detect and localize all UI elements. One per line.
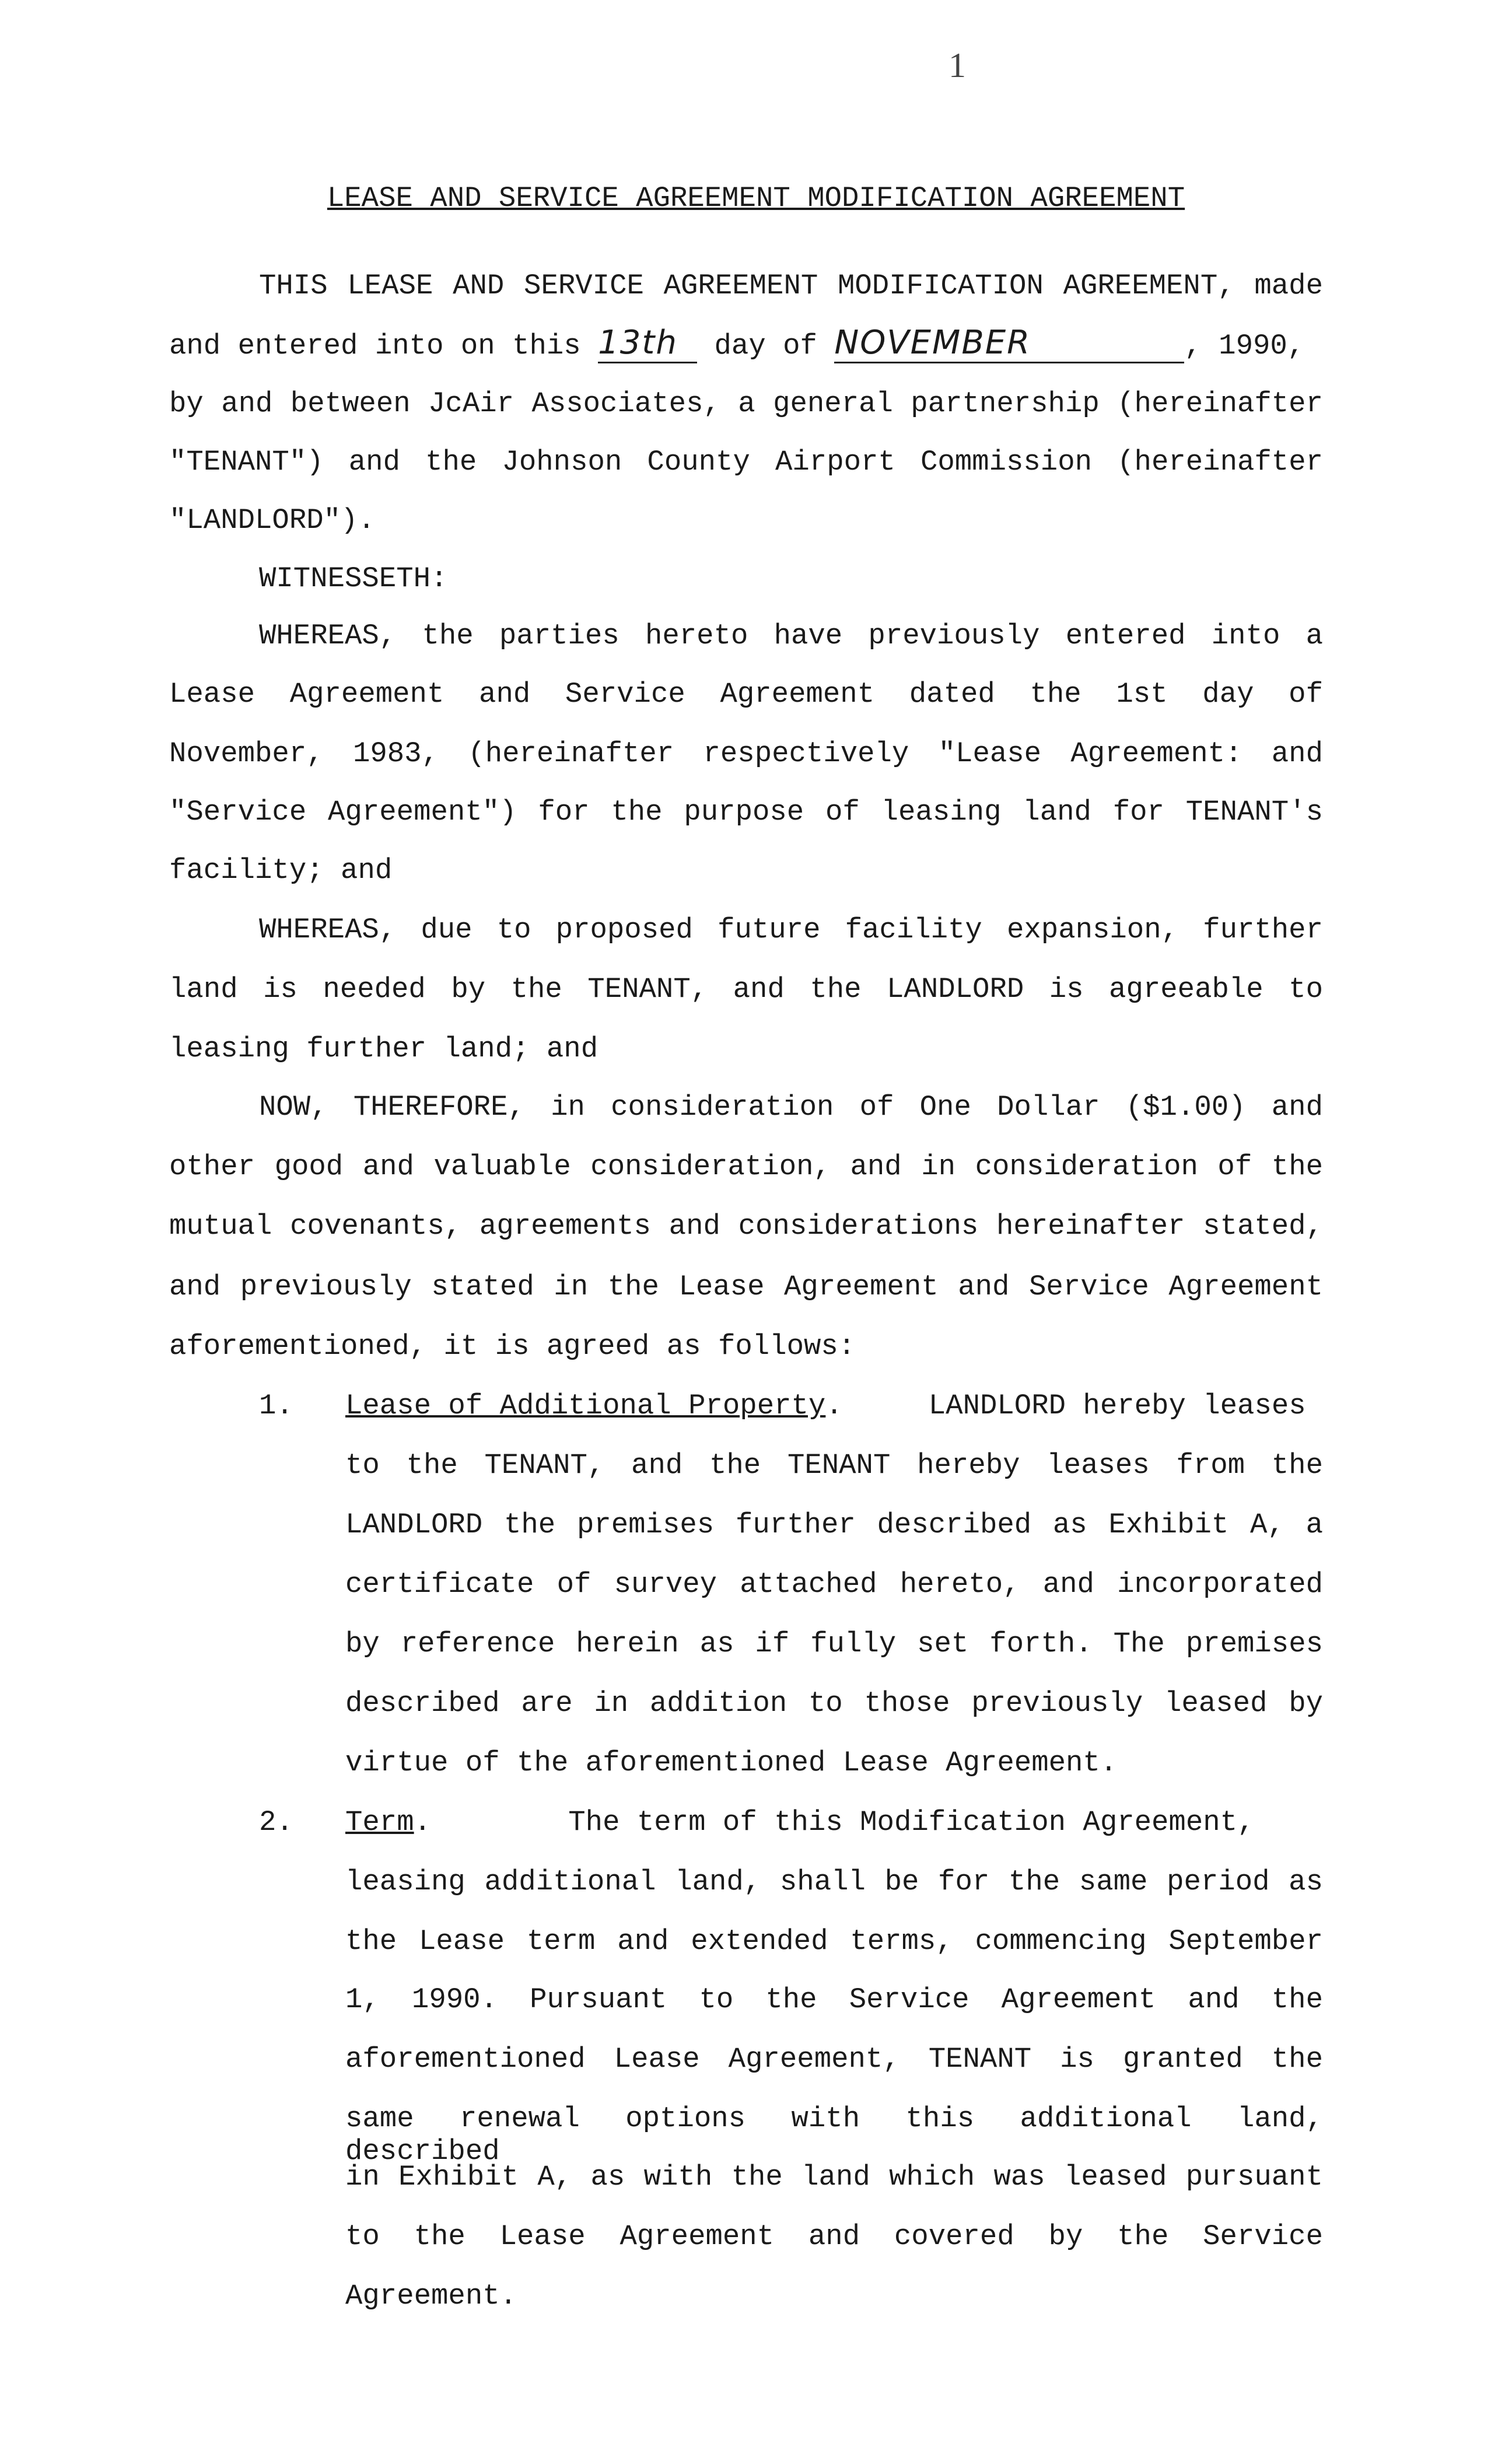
whereas1-line-5: facility; and — [169, 854, 393, 887]
intro-line-5: "LANDLORD"). — [169, 504, 375, 537]
whereas1-line-1: WHEREAS, the parties hereto have previously entered into a — [259, 620, 1323, 652]
now-therefore-line-4: and previously stated in the Lease Agreement and Service Agreement — [169, 1270, 1323, 1303]
whereas1-line-4: "Service Agreement") for the purpose of leasing land for TENANT's — [169, 796, 1323, 828]
section1-heading: Lease of Additional Property — [345, 1390, 826, 1422]
now-therefore-line-1: NOW, THEREFORE, in consideration of One Dollar ($1.00) and — [259, 1091, 1323, 1124]
intro-date-mid: day of — [714, 330, 817, 362]
section2-line-3: 1, 1990. Pursuant to the Service Agreement and the — [345, 1983, 1323, 2016]
whereas2-line-3: leasing further land; and — [169, 1032, 598, 1065]
intro-date-prefix: and entered into on this — [169, 330, 581, 362]
section2-heading-rest: . The term of this Modification Agreement, — [414, 1806, 1255, 1839]
document-title: LEASE AND SERVICE AGREEMENT MODIFICATION AGREEMENT — [327, 182, 1185, 215]
now-therefore-line-2: other good and valuable consideration, and in consideration of the — [169, 1150, 1323, 1183]
section1-line-3: certificate of survey attached hereto, and incorporated — [345, 1568, 1323, 1601]
now-therefore-line-5: aforementioned, it is agreed as follows: — [169, 1330, 856, 1363]
intro-line-3: by and between JcAir Associates, a general partnership (hereinafter — [169, 387, 1323, 420]
section1-line-5: described are in addition to those previously leased by — [345, 1687, 1323, 1720]
section1-heading-line — [345, 1390, 1306, 1422]
section2-line-4: aforementioned Lease Agreement, TENANT is granted the — [345, 2043, 1323, 2076]
section1-line-4: by reference herein as if fully set forth. The premises — [345, 1628, 1323, 1660]
section2-heading-line — [345, 1806, 1254, 1839]
page-number: 1 — [949, 46, 966, 85]
intro-line-1: THIS LEASE AND SERVICE AGREEMENT MODIFICATION AGREEMENT, made — [259, 270, 1323, 302]
section2-line-1: leasing additional land, shall be for the same period as — [345, 1866, 1323, 1898]
section2-line-5: same renewal options with this additional land, described — [345, 2102, 1323, 2168]
section1-heading-rest: . LANDLORD hereby leases — [825, 1390, 1306, 1422]
whereas1-line-2: Lease Agreement and Service Agreement dated the 1st day of — [169, 678, 1323, 710]
section1-line-6: virtue of the aforementioned Lease Agreement. — [345, 1746, 1118, 1779]
section2-line-6: in Exhibit A, as with the land which was leased pursuant — [345, 2161, 1323, 2193]
section2-heading: Term — [345, 1806, 414, 1839]
now-therefore-line-3: mutual covenants, agreements and considerations hereinafter stated, — [169, 1210, 1323, 1242]
section1-line-1: to the TENANT, and the TENANT hereby leases from the — [345, 1449, 1323, 1482]
whereas2-line-1: WHEREAS, due to proposed future facility expansion, further — [259, 914, 1323, 946]
whereas1-line-3: November, 1983, (hereinafter respectively "Lease Agreement: and — [169, 737, 1323, 770]
section2-line-8: Agreement. — [345, 2280, 517, 2312]
section1-number: 1. — [259, 1390, 293, 1422]
intro-date-year: , 1990, — [1184, 330, 1305, 362]
section2-line-7: to the Lease Agreement and covered by the Service — [345, 2220, 1323, 2253]
intro-line-4: "TENANT") and the Johnson County Airport Commission (hereinafter — [169, 446, 1323, 478]
witnesseth-heading: WITNESSETH: — [259, 562, 448, 595]
intro-line-2 — [169, 324, 1323, 363]
whereas2-line-2: land is needed by the TENANT, and the LANDLORD is agreeable to — [169, 973, 1323, 1006]
section2-number: 2. — [259, 1806, 293, 1839]
section2-line-2: the Lease term and extended terms, commencing September — [345, 1925, 1323, 1958]
day-field: 13th — [598, 324, 697, 363]
month-field: NOVEMBER — [834, 324, 1184, 363]
section1-line-2: LANDLORD the premises further described as Exhibit A, a — [345, 1508, 1323, 1541]
